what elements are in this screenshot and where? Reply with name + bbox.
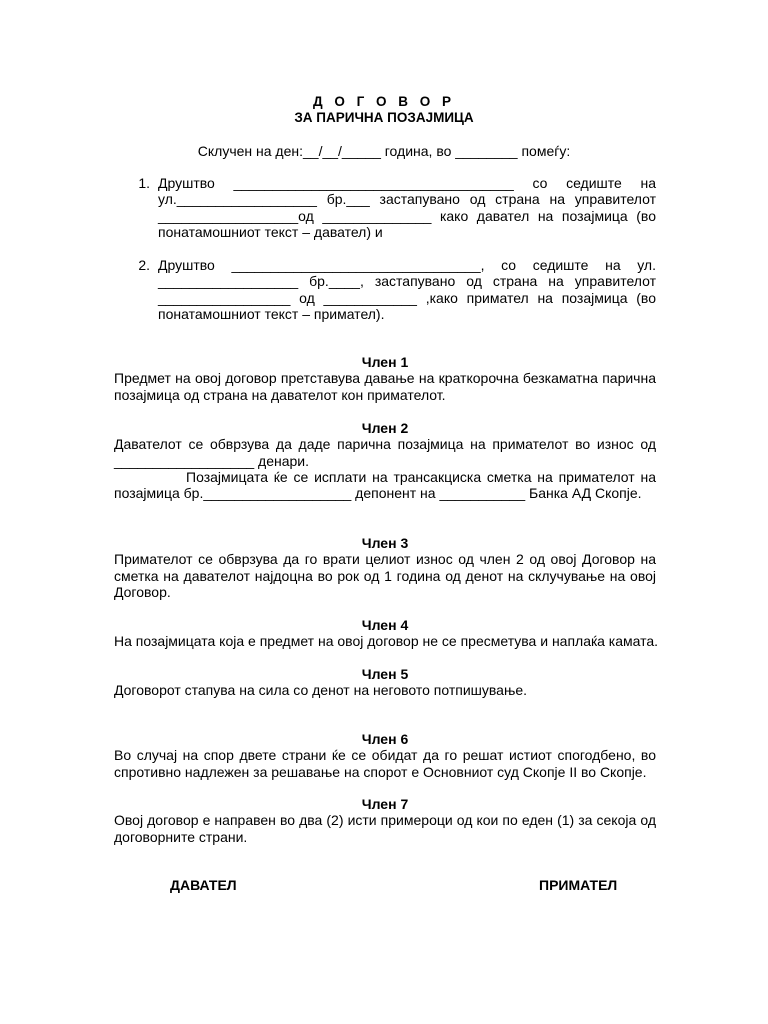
party-lender: [114, 175, 656, 240]
party-number: 2.: [138, 257, 150, 273]
article-line: Предмет на овој договор претставува давање на краткорочна безкаматна парична: [114, 370, 656, 387]
article-heading: Член 5: [361, 666, 409, 682]
article-heading: Член 2: [361, 420, 409, 436]
signature-borrower: ПРИМАТЕЛ: [539, 877, 618, 893]
party-line: __________________од ______________ како давател на позајмица (во: [158, 207, 656, 224]
article-heading: Член 7: [361, 796, 409, 812]
article-line: Овој договор е направен во два (2) исти примероци од кои по еден (1) за секоја од: [114, 812, 656, 829]
party-line: понатамошниот текст – давател) и: [158, 223, 383, 240]
article-line: позајмица бр.___________________ депонент на ___________ Банка АД Скопје.: [114, 485, 642, 502]
article-heading: Член 4: [361, 617, 409, 633]
party-borrower: [114, 257, 656, 322]
party-number: 1.: [138, 175, 150, 191]
signature-lender: ДАВАТЕЛ: [170, 877, 237, 893]
article-heading: Член 3: [361, 535, 409, 551]
article-5: [114, 666, 656, 699]
party-line: Друштво ____________________________________ со седиште на: [158, 175, 656, 191]
article-2: [114, 420, 656, 501]
article-4: [114, 617, 659, 650]
party-line: понатамошниот текст – примател).: [158, 305, 385, 322]
document-subtitle: ЗА ПАРИЧНА ПОЗАЈМИЦА: [294, 110, 474, 125]
intro-line: Склучен на ден:__/__/_____ година, во ________ помеѓу:: [197, 143, 571, 159]
article-line: Договорот стапува на сила со денот на неговото потпишување.: [114, 682, 528, 699]
party-line: Друштво ________________________________, со седиште на ул.: [158, 257, 656, 273]
article-3: [114, 535, 656, 600]
article-line: сметка на давателот најдоцна во рок од 1 година од денот на склучување на овој: [114, 567, 656, 584]
party-line: ул.__________________ бр.___ застапувано од страна на управителот: [158, 191, 656, 208]
article-line: Давателот се обврзува да даде парична позајмица на примателот во износ од: [114, 436, 656, 453]
article-heading: Член 6: [361, 731, 409, 747]
party-line: __________________ бр.____, застапувано од страна на управителот: [158, 273, 656, 290]
article-line: позајмица од страна на давателот кон примателот.: [114, 386, 446, 403]
article-line: Во случај на спор двете страни ќе се обидат да го решат истиот спогодбено, во: [114, 747, 656, 764]
article-6: [114, 731, 656, 780]
article-line: Позајмицата ќе се исплати на трансакциска сметка на примателот на: [186, 468, 656, 485]
article-line: __________________ денари.: [114, 452, 310, 469]
article-line: Примателот се обврзува да го врати целиот износ од член 2 од овој Договор на: [114, 551, 656, 568]
article-line: На позајмицата која е предмет на овој договор не се пресметува и наплаќа камата.: [114, 633, 659, 650]
article-1: [114, 354, 656, 403]
article-heading: Член 1: [361, 354, 409, 370]
article-line: договорните страни.: [114, 828, 248, 845]
article-line: Договор.: [114, 583, 171, 600]
party-line: _________________ од ____________ ,како примател на позајмица (во: [158, 289, 656, 306]
document-title: Д О Г О В О Р: [312, 94, 456, 109]
article-line: спротивно надлежен за решавање на спорот е Основниот суд Скопје II во Скопје.: [114, 763, 647, 780]
article-7: [114, 796, 656, 845]
